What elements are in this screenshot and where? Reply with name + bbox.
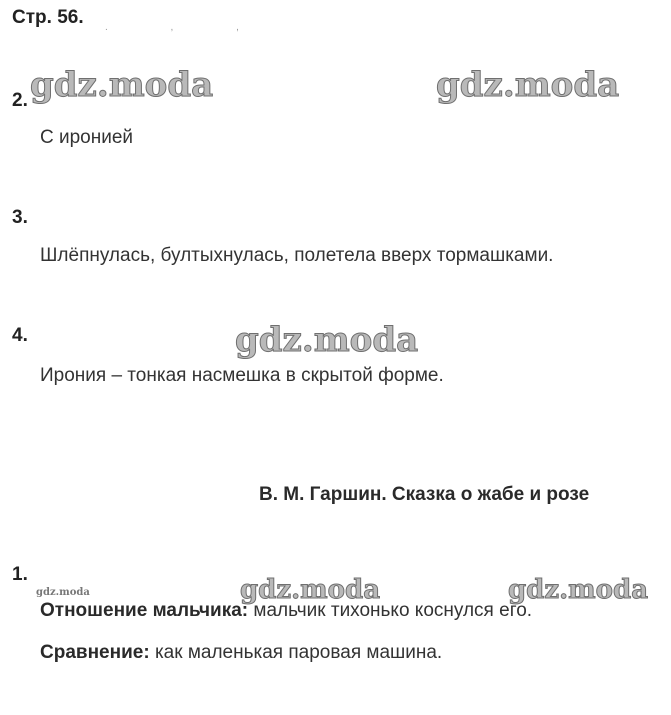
- answer-label: Сравнение:: [40, 642, 150, 663]
- watermark: gdz.moda: [235, 320, 419, 360]
- item-number: 3.: [12, 207, 28, 228]
- answer-label: Отношение мальчика:: [40, 600, 249, 621]
- answer-text: С иронией: [40, 127, 134, 148]
- item-number: 1.: [12, 564, 28, 585]
- section-title: В. М. Гаршин. Сказка о жабе и розе: [259, 484, 590, 505]
- watermark: gdz.moda: [240, 575, 381, 605]
- watermark: gdz.moda: [36, 587, 90, 598]
- answer-text: как маленькая паровая машина.: [149, 642, 443, 663]
- answer-line: [40, 642, 442, 664]
- item-number: 2.: [12, 90, 28, 111]
- watermark: gdz.moda: [508, 575, 649, 605]
- answer-text: мальчик тихонько коснулся его.: [248, 600, 533, 621]
- watermark: gdz.moda: [30, 65, 214, 105]
- page-reference: Стр. 56.: [12, 7, 84, 28]
- answer-line: [40, 600, 532, 622]
- scan-specks: . , ,: [105, 22, 269, 33]
- watermark: gdz.moda: [436, 65, 620, 105]
- answer-text: Шлёпнулась, бултыхнулась, полетела вверх тормашками.: [40, 245, 554, 266]
- answer-text: Ирония – тонкая насмешка в скрытой форме.: [40, 365, 444, 386]
- item-number: 4.: [12, 325, 28, 346]
